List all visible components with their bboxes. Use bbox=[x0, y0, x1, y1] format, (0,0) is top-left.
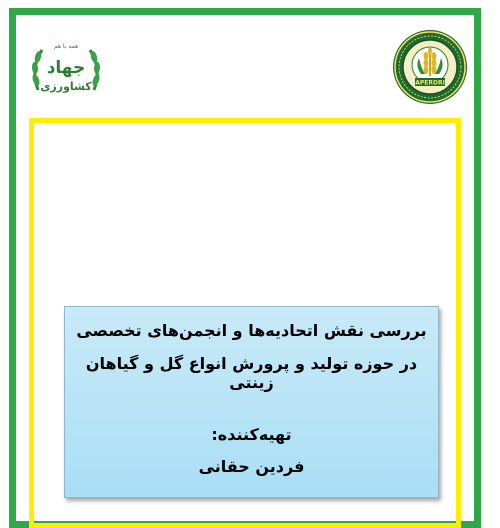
title-box bbox=[64, 306, 439, 498]
jahad-keshavarzi-logo bbox=[28, 38, 104, 104]
author-name: فردین حقانی bbox=[198, 457, 305, 476]
aperdri-seal-logo bbox=[391, 28, 469, 106]
logo-left-sub-text: کشاورزی bbox=[40, 80, 92, 93]
logo-left-top-text: همه با هم bbox=[53, 43, 79, 50]
logo-left-main-text: جهاد bbox=[46, 58, 86, 78]
report-title-line-1: بررسی نقش اتحادیه‌ها و انجمن‌های تخصصی bbox=[76, 321, 427, 340]
author-label: تهیه‌کننده: bbox=[211, 425, 292, 444]
logo-right-text: APERDRI bbox=[415, 79, 445, 87]
report-title-line-2: در حوزه تولید و پرورش انواع گل و گیاهان زینتی bbox=[85, 354, 418, 392]
